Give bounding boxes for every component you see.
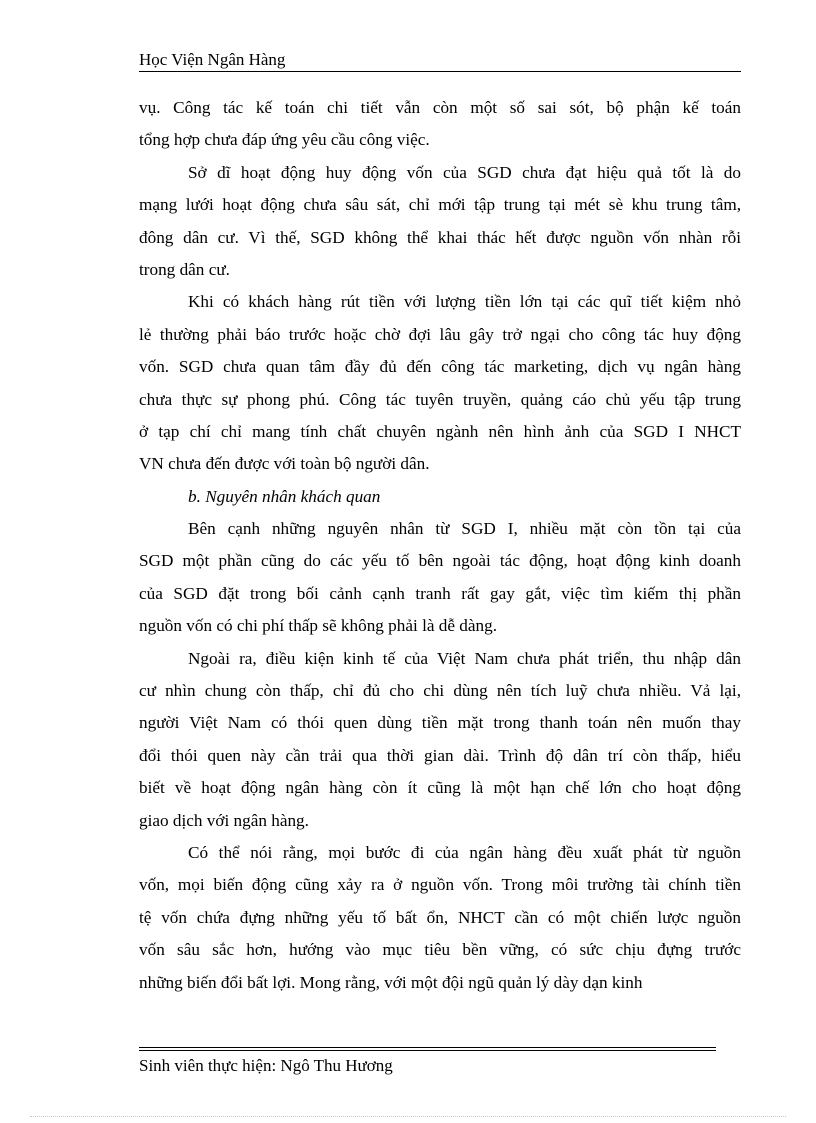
text-line: vốn sâu sắc hơn, hướng vào mục tiêu bền vững, có sức chịu đựng trước: [139, 940, 741, 960]
text-line: người Việt Nam có thói quen dùng tiền mặt trong thanh toán nên muốn thay: [139, 713, 741, 733]
text-line: những biến đổi bất lợi. Mong rằng, với một đội ngũ quản lý dày dạn kinh: [139, 972, 643, 992]
text-line: vốn, mọi biến động cũng xảy ra ở nguồn vốn. Trong môi trường tài chính tiền: [139, 875, 741, 895]
text-line: giao dịch với ngân hàng.: [139, 810, 309, 830]
text-line: vốn. SGD chưa quan tâm đầy đủ đến công tác marketing, dịch vụ ngân hàng: [139, 357, 741, 377]
text-line: vụ. Công tác kế toán chi tiết vẫn còn một số sai sót, bộ phận kế toán: [139, 98, 741, 117]
text-line: lẻ thường phải báo trước hoặc chờ đợi lâu gây trở ngại cho công tác huy động: [139, 324, 741, 344]
body-text: [139, 92, 741, 999]
text-line: của SGD đặt trong bối cảnh cạnh tranh rất gay gắt, việc tìm kiếm thị phần: [139, 583, 741, 603]
text-line: ở tạp chí chỉ mang tính chất chuyên ngành nên hình ảnh của SGD I NHCT: [139, 421, 741, 441]
text-line: Sở dĩ hoạt động huy động vốn của SGD chưa đạt hiệu quả tốt là do: [188, 162, 741, 182]
text-line: đổi thói quen này cần trải qua thời gian dài. Trình độ dân trí còn thấp, hiểu: [139, 745, 741, 765]
text-line: tệ vốn chứa đựng những yếu tố bất ổn, NHCT cần có một chiến lược nguồn: [139, 907, 741, 927]
page-header: [139, 49, 741, 71]
text-line: mạng lưới hoạt động chưa sâu sát, chỉ mới tập trung tại mét sè khu trung tâm,: [139, 195, 741, 215]
text-line: đông dân cư. Vì thế, SGD không thể khai thác hết được nguồn vốn nhàn rỗi: [139, 227, 741, 247]
footer-rule: [139, 1050, 716, 1051]
text-line: Ngoài ra, điều kiện kinh tế của Việt Nam chưa phát triển, thu nhập dân: [188, 648, 741, 668]
text-line: VN chưa đến được với toàn bộ người dân.: [139, 454, 430, 474]
text-line: cư nhìn chung còn thấp, chỉ đủ cho chi dùng nên tích luỹ chưa nhiều. Vả lại,: [139, 681, 741, 701]
header-rule: [139, 71, 741, 72]
page-footer: Sinh viên thực hiện: Ngô Thu Hương: [139, 1056, 393, 1075]
header-title: Học Viện Ngân Hàng: [139, 50, 286, 69]
section-heading: b. Nguyên nhân khách quan: [188, 486, 381, 506]
text-line: SGD một phần cũng do các yếu tố bên ngoài tác động, hoạt động kinh doanh: [139, 551, 741, 571]
text-line: nguồn vốn có chi phí thấp sẽ không phải là dễ dàng.: [139, 616, 498, 636]
page-bottom-border: [30, 1116, 786, 1117]
text-line: Bên cạnh những nguyên nhân từ SGD I, nhiều mặt còn tồn tại của: [188, 519, 741, 539]
text-line: biết về hoạt động ngân hàng còn ít cũng là một hạn chế lớn cho hoạt động: [139, 778, 741, 798]
text-line: trong dân cư.: [139, 259, 230, 279]
text-line: Khi có khách hàng rút tiền với lượng tiền lớn tại các quĩ tiết kiệm nhỏ: [188, 292, 741, 312]
footer-rule: [139, 1047, 716, 1048]
text-line: tổng hợp chưa đáp ứng yêu cầu công việc.: [139, 130, 430, 150]
text-line: Có thể nói rằng, mọi bước đi của ngân hàng đều xuất phát từ nguồn: [188, 842, 741, 862]
text-line: chưa thực sự phong phú. Công tác tuyên truyền, quảng cáo chủ yếu tập trung: [139, 389, 741, 409]
